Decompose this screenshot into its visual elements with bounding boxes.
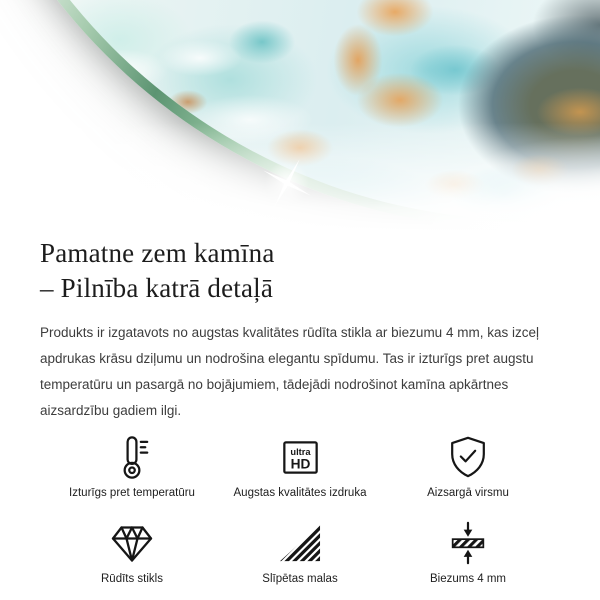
thickness-4mm-icon <box>445 518 491 568</box>
feature-label: Rūdīts stikls <box>101 573 163 585</box>
product-description: Produkts ir izgatavots no augstas kvalitātes rūdīta stikla ar biezumu 4 mm, kas izceļ apdrukas krāsu dziļumu un nodrošina elegantu spīdumu. Tas ir izturīgs pret augstu temperatūru un pasargā no bojājumiem, tādejādi nodrošinot kamīna apkārtnes aizsardzību gadiem ilgi. <box>40 325 539 418</box>
feature-label: Slīpētas malas <box>262 573 338 585</box>
feature-grid <box>40 432 560 586</box>
feature-label: Aizsargā virsmu <box>427 487 509 499</box>
thermometer-icon <box>109 432 156 482</box>
feature-item-beveled-edges <box>216 518 384 586</box>
shield-check-icon <box>445 432 491 482</box>
feature-item-temperature <box>48 432 216 500</box>
svg-text:HD: HD <box>290 455 310 471</box>
feature-item-tempered-glass <box>48 518 216 586</box>
ultra-hd-icon <box>277 432 324 482</box>
feature-label: Biezums 4 mm <box>429 573 507 585</box>
feature-item-thickness <box>384 518 552 586</box>
feature-label: Izturīgs pret temperatūru <box>69 487 195 499</box>
feature-item-protects-surface <box>384 432 552 500</box>
svg-text:ultra: ultra <box>289 446 311 457</box>
feature-item-print-quality <box>216 432 384 500</box>
page-title-line2: – Pilnība katrā detaļā <box>40 273 274 303</box>
diamond-icon <box>108 518 156 568</box>
feature-label: Augstas kvalitātes izdruka <box>233 487 367 499</box>
page-title-line1: Pamatne zem kamīna <box>40 238 275 268</box>
beveled-edges-icon <box>277 518 323 568</box>
product-hero-image <box>0 0 600 236</box>
page-title <box>40 236 560 306</box>
